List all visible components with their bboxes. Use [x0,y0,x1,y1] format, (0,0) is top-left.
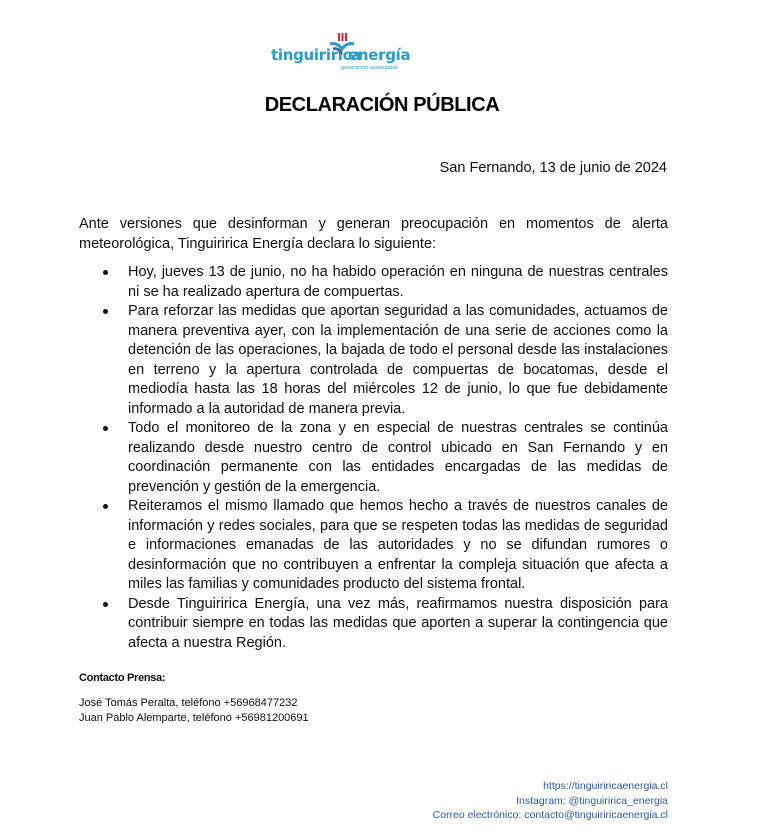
list-item-text: Para reforzar las medidas que aportan seguridad a las comunidades, actuamos de manera preventiva ayer, con la implementación de una serie de acciones como la detención de las operaciones, la bajada de todo el personal desde las instalaciones en terreno y la apertura controlada de compuertas de bocatomas, desde el mediodía hasta las 18 horas del miércoles 12 de junio, lo que fue debidamente informado a la autoridad de manera previa. [128,303,668,417]
list-item [96,419,668,497]
list-item-text: Desde Tinguiririca Energía, una vez más, reafirmamos nuestra disposición para contribuir siempre en todas las medidas que aporten a superar la contingencia que afecta a nuestra Región. [128,595,668,651]
logo-wordmark-tinguiririca: tinguiririca [271,46,362,64]
intro-paragraph: Ante versiones que desinforman y generan preocupación en momentos de alerta meteorológica, Tinguiririca Energía declara lo siguiente: [79,216,668,252]
list-item [96,497,668,595]
list-item-text: Todo el monitoreo de la zona y en especial de nuestras centrales se continúa realizando desde nuestro centro de control ubicado en San Fernando y en coordinación permanente con las entidades encargadas de las medidas de prevención y gestión de la emergencia. [128,420,668,495]
bullet-icon [103,426,108,431]
statement-list [96,263,668,653]
list-item-text: Hoy, jueves 13 de junio, no ha habido operación en ninguna de nuestras centrales ni se ha realizado apertura de compuertas. [128,264,668,300]
company-logo [271,32,411,76]
document-title: DECLARACIÓN PÚBLICA [264,94,500,116]
list-item [96,263,668,302]
email-link[interactable]: Correo electrónico: contacto@tinguiriricaenergia.cl [432,809,668,821]
instagram-link[interactable]: Instagram: @tinguiririca_energia [516,794,668,807]
list-item [96,302,668,419]
press-contact-heading: Contacto Prensa: [79,672,166,684]
press-contact-line: Juan Pablo Alemparte, teléfono +56981200691 [79,712,309,724]
logo-wordmark-energia: energía [348,46,411,64]
logo-tagline: generación sustentable [341,65,398,71]
website-link[interactable]: https://tinguiriricaenergia.cl [543,780,668,792]
bullet-icon [103,309,108,314]
press-contact-line: José Tomás Peralta, teléfono +56968477232 [79,697,298,709]
footer-contact-block [433,779,668,823]
bullet-icon [103,270,108,275]
list-item [96,595,668,654]
date-line: San Fernando, 13 de junio de 2024 [439,160,667,176]
bullet-icon [103,504,108,509]
list-item-text: Reiteramos el mismo llamado que hemos hecho a través de nuestros canales de información y redes sociales, para que se respeten todas las medidas de seguridad e informaciones emanadas de las autoridades y no se difundan rumores o desinformación que no contribuyen a enfrentar la compleja situación que afecta a miles las familias y comunidades producto del sistema frontal. [128,498,668,592]
bullet-icon [103,602,108,607]
